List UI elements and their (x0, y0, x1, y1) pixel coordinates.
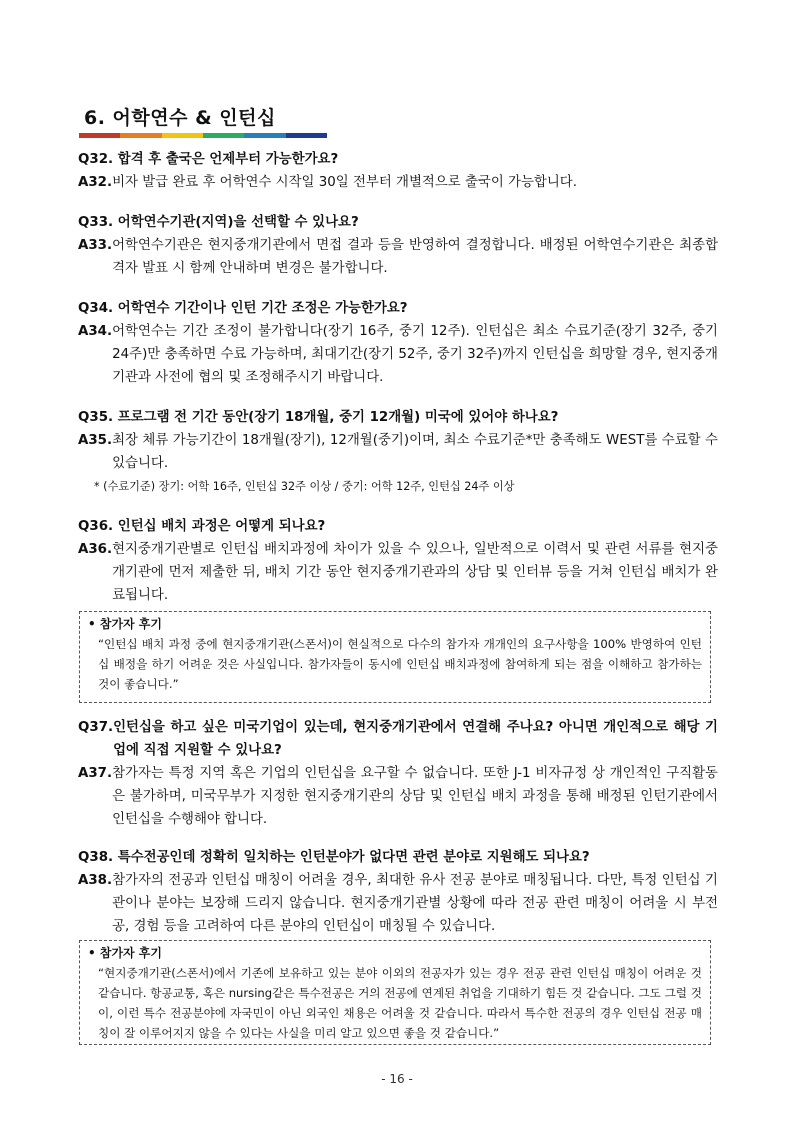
participant-review-box (79, 940, 711, 1045)
answer-label: A38. (78, 873, 113, 888)
answer (78, 320, 718, 389)
title-bar-segment (162, 133, 203, 138)
question: Q35. 프로그램 전 기간 동안(장기 18개월, 중기 12개월) 미국에 있어야 하나요? (78, 410, 559, 425)
page-number: - 16 - (381, 1072, 413, 1086)
answer-text: 비자 발급 완료 후 어학연수 시작일 30일 전부터 개별적으로 출국이 가능합니다. (112, 175, 577, 190)
answer (78, 171, 718, 194)
question-label: Q37. (78, 720, 114, 735)
qa-item-32 (78, 148, 718, 194)
answer-label: A35. (78, 433, 113, 448)
question: Q38. 특수전공인데 정확히 일치하는 인턴분야가 없다면 관련 분야로 지원해도 되나요? (78, 850, 590, 865)
title-bar-segment (120, 133, 161, 138)
question-text: 인턴십을 하고 싶은 미국기업이 있는데, 현지중개기관에서 연결해 주나요? 아니면 개인적으로 해당 기업에 직접 지원할 수 있나요? (113, 720, 718, 758)
review-text: “인턴십 배치 과정 중에 현지중개기관(스폰서)이 현실적으로 다수의 참가자 개개인의 요구사항을 100% 반영하여 인턴십 배정을 하기 어려운 것은 사실입니다. 참가자들이 동시에 인턴십 배치과정에 참여하게 되는 점을 이해하고 참가하는 것이 좋습니다.” (98, 637, 702, 691)
answer (78, 762, 718, 831)
title-bar-segment (244, 133, 285, 138)
completion-criteria-note: * (수료기준) 장기: 어학 16주, 인턴십 32주 이상 / 중기: 어학 12주, 인턴십 24주 이상 (94, 480, 515, 493)
qa-item-33 (78, 211, 718, 280)
qa-item-37 (78, 716, 718, 831)
answer-text: 참가자는 특정 지역 혹은 기업의 인턴십을 요구할 수 없습니다. 또한 J-1 비자규정 상 개인적인 구직활동은 불가하며, 미국무부가 지정한 현지중개기관의 상담 및 인턴십 배치 과정을 통해 배정된 인턴기관에서 인턴십을 수행해야 합니다. (112, 766, 718, 827)
answer-label: A32. (78, 175, 113, 190)
answer-text: 최장 체류 가능기간이 18개월(장기), 12개월(중기)이며, 최소 수료기준*만 충족해도 WEST를 수료할 수 있습니다. (112, 433, 718, 471)
participant-review-box (79, 611, 711, 703)
review-title: • 참가자 후기 (88, 617, 162, 631)
title-color-bar (79, 133, 327, 138)
answer-label: A33. (78, 238, 113, 253)
question: Q34. 어학연수 기간이나 인턴 기간 조정은 가능한가요? (78, 301, 408, 316)
question: Q36. 인턴십 배치 과정은 어떻게 되나요? (78, 519, 326, 534)
answer-label: A34. (78, 324, 113, 339)
title-bar-segment (79, 133, 120, 138)
answer-label: A36. (78, 542, 113, 557)
answer (78, 538, 718, 607)
qa-item-36 (78, 515, 718, 607)
qa-item-38 (78, 846, 718, 938)
question: Q33. 어학연수기관(지역)을 선택할 수 있나요? (78, 215, 359, 230)
answer-text: 어학연수기관은 현지중개기관에서 면접 결과 등을 반영하여 결정합니다. 배정된 어학연수기관은 최종합격자 발표 시 함께 안내하며 변경은 불가합니다. (112, 238, 718, 276)
title-bar-segment (286, 133, 327, 138)
answer (78, 234, 718, 280)
qa-item-35 (78, 406, 718, 497)
answer-label: A37. (78, 766, 113, 781)
answer (78, 869, 718, 938)
review-title: • 참가자 후기 (88, 946, 162, 960)
answer-text: 참가자의 전공과 인턴십 매칭이 어려울 경우, 최대한 유사 전공 분야로 매칭됩니다. 다만, 특정 인턴십 기관이나 분야는 보장해 드리지 않습니다. 현지중개기관별 상황에 따라 전공 관련 매칭이 어려울 시 부전공, 경험 등을 고려하여 다른 분야의 인턴십이 매칭될 수 있습니다. (112, 873, 718, 934)
qa-item-34 (78, 297, 718, 389)
question (78, 716, 718, 762)
answer-text: 현지중개기관별로 인턴십 배치과정에 차이가 있을 수 있으나, 일반적으로 이력서 및 관련 서류를 현지중개기관에 먼저 제출한 뒤, 배치 기간 동안 현지중개기관과의 상담 및 인터뷰 등을 거쳐 인턴십 배치가 완료됩니다. (112, 542, 718, 603)
section-title: 6. 어학연수 & 인턴십 (84, 107, 276, 129)
title-bar-segment (203, 133, 244, 138)
review-text: “현지중개기관(스폰서)에서 기존에 보유하고 있는 분야 이외의 전공자가 있는 경우 전공 관련 인턴십 매칭이 어려운 것 같습니다. 항공교통, 혹은 nursing같은 특수전공은 거의 전공에 연계된 취업을 기대하기 힘든 것 같습니다. 그도 그럴 것이, 이런 특수 전공분야에 자국민이 아닌 외국인 채용은 어려울 것 같습니다. 따라서 특수한 전공의 경우 인턴십 전공 매칭이 잘 이루어지지 않을 수 있다는 사실을 미리 알고 있으면 좋을 것 같습니다.” (98, 966, 702, 1040)
question: Q32. 합격 후 출국은 언제부터 가능한가요? (78, 152, 339, 167)
answer-text: 어학연수는 기간 조정이 불가합니다(장기 16주, 중기 12주). 인턴십은 최소 수료기준(장기 32주, 중기 24주)만 충족하면 수료 가능하며, 최대기간(장기 52주, 중기 32주)까지 인턴십을 희망할 경우, 현지중개기관과 사전에 협의 및 조정해주시기 바랍니다. (112, 324, 718, 385)
answer (78, 429, 718, 475)
